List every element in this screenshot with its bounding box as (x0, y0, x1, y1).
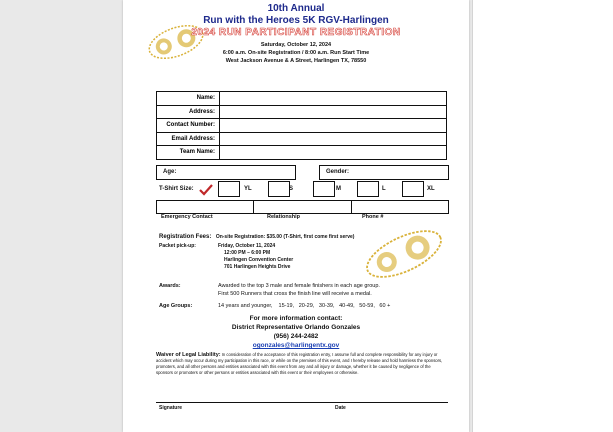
size-label-m: M (336, 186, 341, 192)
size-box-l[interactable] (357, 181, 379, 197)
packet-address: 701 Harlingen Heights Drive (224, 264, 291, 270)
info-row (157, 132, 447, 146)
contact-email-row (123, 342, 469, 349)
info-row (157, 119, 447, 133)
info-input[interactable] (220, 105, 447, 119)
registration-form-page (123, 0, 469, 432)
shoe-print-icon-bottom (361, 228, 447, 280)
event-times: 6:00 a.m. On-site Registration / 8:00 a.m. Run Start Time (222, 50, 370, 56)
packet-time: 12:00 PM – 6:00 PM (224, 250, 271, 256)
waiver-block (156, 352, 446, 376)
packet-venue: Harlingen Convention Center (224, 257, 294, 263)
participant-info-table (156, 91, 447, 160)
contact-email-link[interactable]: ogonzales@harlingentx.gov (252, 342, 340, 349)
size-box-xl[interactable] (402, 181, 424, 197)
age-label: Age: (163, 169, 177, 175)
info-input[interactable] (220, 146, 447, 160)
info-label: Contact Number: (157, 119, 220, 133)
gender-label: Gender: (326, 169, 350, 175)
event-location: West Jackson Avenue & A Street, Harlingen TX, 78550 (225, 58, 367, 64)
age-field[interactable] (156, 165, 296, 180)
size-box-m[interactable] (313, 181, 335, 197)
packet-label: Packet pick-up: (159, 243, 196, 249)
checkmark-icon (199, 184, 213, 196)
awards-line-1: Awarded to the top 3 male and female finishers in each age group. (218, 283, 380, 289)
age-groups-text: 14 years and younger, 15-19, 20-29, 30-39, 40-49, 50-59, 60 + (218, 303, 391, 309)
emergency-contact-field[interactable] (156, 200, 449, 214)
divider (351, 201, 352, 213)
emergency-contact-label: Emergency Contact (161, 214, 213, 220)
info-label: Email Address: (157, 132, 220, 146)
size-box-s[interactable] (268, 181, 290, 197)
info-input[interactable] (220, 132, 447, 146)
title-line-1: 10th Annual (267, 3, 325, 14)
gender-field[interactable] (319, 165, 449, 180)
size-label-s: S (289, 186, 294, 192)
size-box-yl[interactable] (218, 181, 240, 197)
tshirt-label: T-Shirt Size: (159, 186, 194, 192)
fees-text: On-site Registration: $35.00 (T-Shirt, first come first serve) (215, 234, 355, 240)
phone-label: Phone # (362, 214, 384, 220)
right-panel (472, 0, 613, 432)
packet-date: Friday, October 11, 2024 (218, 243, 276, 249)
info-input[interactable] (220, 92, 447, 106)
info-row (157, 105, 447, 119)
info-label: Address: (157, 105, 220, 119)
info-row (157, 146, 447, 160)
relationship-label: Relationship (267, 214, 301, 220)
awards-label: Awards: (159, 283, 181, 289)
divider (253, 201, 254, 213)
awards-line-2: First 500 Runners that cross the finish line will receive a medal. (218, 291, 372, 297)
date-label: Date (335, 405, 346, 411)
fees-label: Registration Fees: (159, 234, 212, 240)
waiver-label: Waiver of Legal Liability: (156, 352, 221, 358)
size-label-yl: YL (244, 186, 252, 192)
size-label-l: L (382, 186, 386, 192)
event-date: Saturday, October 12, 2024 (260, 42, 332, 48)
signature-label: Signature (159, 405, 183, 411)
waiver-text: In consideration of the acceptance of this registration entry, I assume full and complete responsibility for any injury or accident which may occur during my participation in this race, or while on the premises of this event, and I hereby release and hold harmless the sponsors, promoters, and all other persons and entities associated with this event from any and all injury or damage, whether it be caused by negligence of the sponsors or promoters or other persons or entities associated with this event or their employees or otherwise. (156, 352, 443, 375)
title-line-2: Run with the Heroes 5K RGV-Harlingen (203, 15, 389, 26)
contact-heading: For more information contact: (249, 315, 343, 322)
size-label-xl: XL (427, 186, 435, 192)
age-groups-label: Age Groups: (159, 303, 193, 309)
contact-phone: (956) 244-2482 (273, 333, 319, 340)
title-line-3: 2024 RUN PARTICIPANT REGISTRATION (191, 27, 401, 38)
info-input[interactable] (220, 119, 447, 133)
info-label: Name: (157, 92, 220, 106)
fees-row (159, 225, 354, 243)
contact-name: District Representative Orlando Gonzales (231, 324, 361, 331)
info-row (157, 92, 447, 106)
info-label: Team Name: (157, 146, 220, 160)
signature-line (156, 402, 448, 403)
